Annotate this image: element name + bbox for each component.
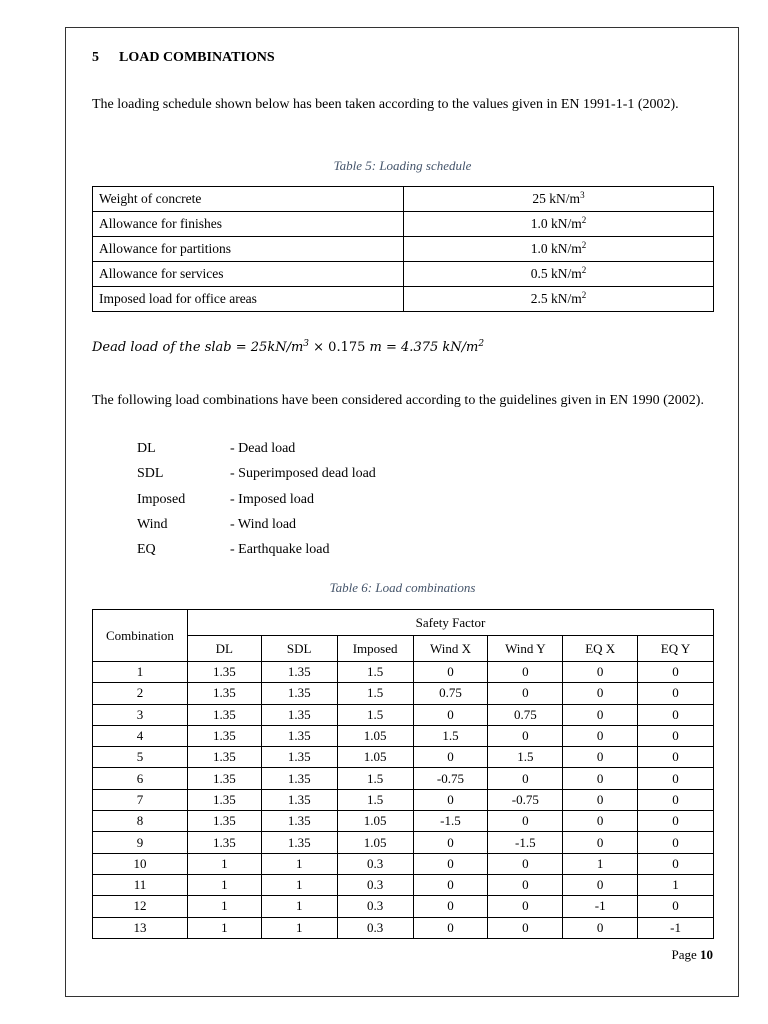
safety-factor-cell: 0 bbox=[488, 683, 563, 704]
safety-factor-cell: 1.35 bbox=[187, 683, 261, 704]
safety-factor-cell: 0 bbox=[488, 811, 563, 832]
abbreviation-description: - Earthquake load bbox=[230, 542, 330, 558]
formula-unit-m: m bbox=[369, 340, 382, 355]
safety-factor-cell: 0 bbox=[638, 768, 714, 789]
table-row bbox=[93, 832, 714, 853]
safety-factor-cell: 0 bbox=[638, 704, 714, 725]
column-header: DL bbox=[187, 636, 261, 662]
safety-factor-cell: 0 bbox=[488, 917, 563, 938]
combination-number: 10 bbox=[93, 853, 188, 874]
loading-label: Allowance for partitions bbox=[93, 237, 404, 262]
column-header: Wind Y bbox=[488, 636, 563, 662]
safety-factor-cell: 0 bbox=[563, 811, 638, 832]
safety-factor-cell: 0 bbox=[563, 683, 638, 704]
formula-exp1: 3 bbox=[303, 339, 310, 349]
dead-load-formula bbox=[92, 340, 484, 355]
table-row bbox=[93, 747, 714, 768]
abbreviation-term: EQ bbox=[137, 542, 156, 558]
safety-factor-cell: 0 bbox=[413, 747, 488, 768]
safety-factor-cell: 0 bbox=[638, 725, 714, 746]
section-title: LOAD COMBINATIONS bbox=[119, 50, 275, 65]
combination-number: 13 bbox=[93, 917, 188, 938]
abbreviation-description: - Imposed load bbox=[230, 491, 314, 507]
safety-factor-cell: 1.05 bbox=[337, 747, 413, 768]
safety-factor-cell: 0 bbox=[488, 725, 563, 746]
table-row bbox=[93, 768, 714, 789]
table-row bbox=[93, 917, 714, 938]
safety-factor-cell: 0 bbox=[413, 896, 488, 917]
safety-factor-cell: 1.05 bbox=[337, 725, 413, 746]
loading-row bbox=[93, 237, 714, 262]
safety-factor-cell: 0.3 bbox=[337, 917, 413, 938]
safety-factor-cell: 0 bbox=[488, 768, 563, 789]
safety-factor-cell: 1.35 bbox=[187, 768, 261, 789]
table5-caption: Table 5: Loading schedule bbox=[333, 158, 472, 173]
safety-factor-cell: 0 bbox=[638, 683, 714, 704]
safety-factor-cell: 0.3 bbox=[337, 896, 413, 917]
loading-row bbox=[93, 212, 714, 237]
safety-factor-cell: 0 bbox=[563, 832, 638, 853]
loading-value-text: 1.0 kN/m bbox=[530, 216, 582, 231]
safety-factor-cell: 1 bbox=[187, 896, 261, 917]
column-header: EQ X bbox=[563, 636, 638, 662]
combination-number: 1 bbox=[93, 662, 188, 683]
safety-factor-cell: 1.5 bbox=[488, 747, 563, 768]
loading-label: Imposed load for office areas bbox=[93, 287, 404, 312]
combination-number: 8 bbox=[93, 811, 188, 832]
safety-factor-cell: 0 bbox=[563, 662, 638, 683]
table-row bbox=[93, 811, 714, 832]
table-row bbox=[93, 853, 714, 874]
safety-factor-cell: 1.5 bbox=[337, 768, 413, 789]
safety-factor-cell: 0 bbox=[638, 811, 714, 832]
safety-factor-cell: -1.5 bbox=[413, 811, 488, 832]
safety-factor-cell: 1 bbox=[187, 874, 261, 895]
page-number-value: 10 bbox=[700, 947, 713, 962]
column-header: EQ Y bbox=[638, 636, 714, 662]
safety-factor-cell: 1 bbox=[563, 853, 638, 874]
safety-factor-cell: 0 bbox=[488, 662, 563, 683]
loading-value-text: 25 kN/m bbox=[532, 191, 581, 206]
table6-caption: Table 6: Load combinations bbox=[329, 580, 476, 595]
safety-factor-cell: 0 bbox=[413, 704, 488, 725]
loading-value-text: 2.5 kN/m bbox=[530, 291, 582, 306]
safety-factor-cell: 1.35 bbox=[187, 725, 261, 746]
safety-factor-cell: 0 bbox=[563, 704, 638, 725]
loading-value bbox=[404, 237, 714, 262]
combinations-paragraph: The following load combinations have been considered according to the guidelines given in EN 1990 (2002). bbox=[92, 393, 704, 408]
safety-factor-cell: 1.35 bbox=[187, 704, 261, 725]
safety-factor-cell: 0 bbox=[563, 789, 638, 810]
abbreviation-term: DL bbox=[137, 441, 156, 456]
column-header: Wind X bbox=[413, 636, 488, 662]
abbreviation-description: - Dead load bbox=[230, 441, 296, 456]
table-row bbox=[93, 896, 714, 917]
safety-factor-cell: 1.35 bbox=[187, 832, 261, 853]
safety-factor-cell: 0 bbox=[563, 917, 638, 938]
safety-factor-cell: 1.35 bbox=[187, 811, 261, 832]
section-number: 5 bbox=[92, 50, 99, 65]
safety-factor-cell: 1.35 bbox=[261, 832, 337, 853]
column-header: Imposed bbox=[337, 636, 413, 662]
safety-factor-cell: 0.3 bbox=[337, 853, 413, 874]
safety-factor-cell: -0.75 bbox=[413, 768, 488, 789]
table-row bbox=[93, 662, 714, 683]
abbreviation-description: - Wind load bbox=[230, 516, 297, 532]
safety-factor-cell: 0 bbox=[413, 853, 488, 874]
safety-factor-cell: 1.35 bbox=[187, 789, 261, 810]
safety-factor-cell: 0 bbox=[413, 874, 488, 895]
safety-factor-cell: 1.5 bbox=[337, 789, 413, 810]
formula-eq2: = 4.375 bbox=[386, 340, 439, 355]
loading-value bbox=[404, 187, 714, 212]
loading-row bbox=[93, 187, 714, 212]
abbreviation-term: Wind bbox=[137, 516, 168, 532]
safety-factor-cell: 1.35 bbox=[261, 768, 337, 789]
safety-factor-cell: 0 bbox=[413, 662, 488, 683]
combination-number: 9 bbox=[93, 832, 188, 853]
loading-row bbox=[93, 262, 714, 287]
table-row bbox=[93, 725, 714, 746]
safety-factor-cell: 1 bbox=[638, 874, 714, 895]
combination-number: 12 bbox=[93, 896, 188, 917]
combination-number: 6 bbox=[93, 768, 188, 789]
loading-value bbox=[404, 287, 714, 312]
loading-label: Weight of concrete bbox=[93, 187, 404, 212]
safety-factor-cell: -1.5 bbox=[488, 832, 563, 853]
safety-factor-cell: 1.35 bbox=[261, 789, 337, 810]
safety-factor-cell: 0 bbox=[563, 725, 638, 746]
formula-lhs: Dead load of the slab bbox=[92, 340, 232, 355]
safety-factor-header: Safety Factor bbox=[187, 610, 713, 636]
safety-factor-cell: 1.05 bbox=[337, 832, 413, 853]
safety-factor-cell: 1.35 bbox=[261, 704, 337, 725]
safety-factor-cell: 1 bbox=[261, 853, 337, 874]
formula-eq1: = 25kN/m bbox=[235, 340, 304, 355]
safety-factor-cell: 0 bbox=[488, 853, 563, 874]
loading-label: Allowance for services bbox=[93, 262, 404, 287]
loading-value bbox=[404, 262, 714, 287]
combination-number: 7 bbox=[93, 789, 188, 810]
combination-number: 4 bbox=[93, 725, 188, 746]
safety-factor-cell: 1 bbox=[187, 853, 261, 874]
safety-factor-cell: 0 bbox=[638, 747, 714, 768]
safety-factor-cell: 1 bbox=[261, 874, 337, 895]
safety-factor-cell: -1 bbox=[563, 896, 638, 917]
loading-row bbox=[93, 287, 714, 312]
column-header: SDL bbox=[261, 636, 337, 662]
safety-factor-cell: 0 bbox=[638, 662, 714, 683]
loading-label: Allowance for finishes bbox=[93, 212, 404, 237]
page-number bbox=[620, 947, 713, 963]
loading-value-exponent: 2 bbox=[581, 290, 587, 300]
loading-value-text: 1.0 kN/m bbox=[530, 241, 582, 256]
safety-factor-cell: 0 bbox=[563, 768, 638, 789]
safety-factor-cell: 0 bbox=[488, 896, 563, 917]
loading-value bbox=[404, 212, 714, 237]
loading-value-exponent: 2 bbox=[581, 265, 587, 275]
safety-factor-cell: 1 bbox=[187, 917, 261, 938]
safety-factor-cell: 0 bbox=[563, 747, 638, 768]
safety-factor-cell: 0 bbox=[638, 832, 714, 853]
intro-paragraph: The loading schedule shown below has been taken according to the values given in EN 1991-1-1 (2002). bbox=[92, 97, 679, 112]
safety-factor-cell: 0 bbox=[413, 832, 488, 853]
safety-factor-cell: 1.5 bbox=[337, 662, 413, 683]
safety-factor-cell: 0 bbox=[638, 789, 714, 810]
safety-factor-cell: 1 bbox=[261, 917, 337, 938]
safety-factor-cell: 1.35 bbox=[261, 662, 337, 683]
loading-schedule-table bbox=[92, 186, 714, 312]
safety-factor-cell: 0 bbox=[563, 874, 638, 895]
safety-factor-cell: 1.35 bbox=[187, 662, 261, 683]
page-label: Page bbox=[671, 947, 697, 962]
formula-exp2: 2 bbox=[478, 339, 485, 349]
safety-factor-cell: 0 bbox=[413, 789, 488, 810]
safety-factor-cell: 1.5 bbox=[337, 683, 413, 704]
combination-number: 5 bbox=[93, 747, 188, 768]
abbreviation-description: - Superimposed dead load bbox=[230, 466, 376, 482]
safety-factor-cell: 1.35 bbox=[187, 747, 261, 768]
formula-times: × 0.175 bbox=[313, 340, 366, 355]
combination-header: Combination bbox=[93, 610, 188, 662]
safety-factor-cell: 0.75 bbox=[488, 704, 563, 725]
table-row bbox=[93, 874, 714, 895]
table-row bbox=[93, 683, 714, 704]
safety-factor-cell: 0 bbox=[413, 917, 488, 938]
safety-factor-cell: 1 bbox=[261, 896, 337, 917]
safety-factor-cell: 0.75 bbox=[413, 683, 488, 704]
abbreviation-term: SDL bbox=[137, 466, 164, 482]
safety-factor-cell: 1.5 bbox=[337, 704, 413, 725]
safety-factor-cell: 1.35 bbox=[261, 747, 337, 768]
safety-factor-cell: 1.05 bbox=[337, 811, 413, 832]
table-row bbox=[93, 789, 714, 810]
safety-factor-cell: 1.35 bbox=[261, 683, 337, 704]
table-row bbox=[93, 704, 714, 725]
abbreviation-term: Imposed bbox=[137, 491, 186, 507]
combination-number: 3 bbox=[93, 704, 188, 725]
safety-factor-cell: 0.3 bbox=[337, 874, 413, 895]
loading-value-exponent: 2 bbox=[581, 215, 587, 225]
combination-number: 11 bbox=[93, 874, 188, 895]
load-combinations-table bbox=[92, 609, 714, 939]
safety-factor-cell: 0 bbox=[488, 874, 563, 895]
loading-value-exponent: 2 bbox=[581, 240, 587, 250]
section-heading bbox=[92, 50, 275, 66]
loading-value-text: 0.5 kN/m bbox=[530, 266, 582, 281]
combination-number: 2 bbox=[93, 683, 188, 704]
formula-unit-final: kN/m bbox=[442, 340, 479, 355]
safety-factor-cell: -0.75 bbox=[488, 789, 563, 810]
safety-factor-cell: 0 bbox=[638, 853, 714, 874]
safety-factor-cell: 1.35 bbox=[261, 811, 337, 832]
loading-value-exponent: 3 bbox=[580, 190, 585, 200]
safety-factor-cell: -1 bbox=[638, 917, 714, 938]
safety-factor-cell: 0 bbox=[638, 896, 714, 917]
safety-factor-cell: 1.35 bbox=[261, 725, 337, 746]
safety-factor-cell: 1.5 bbox=[413, 725, 488, 746]
